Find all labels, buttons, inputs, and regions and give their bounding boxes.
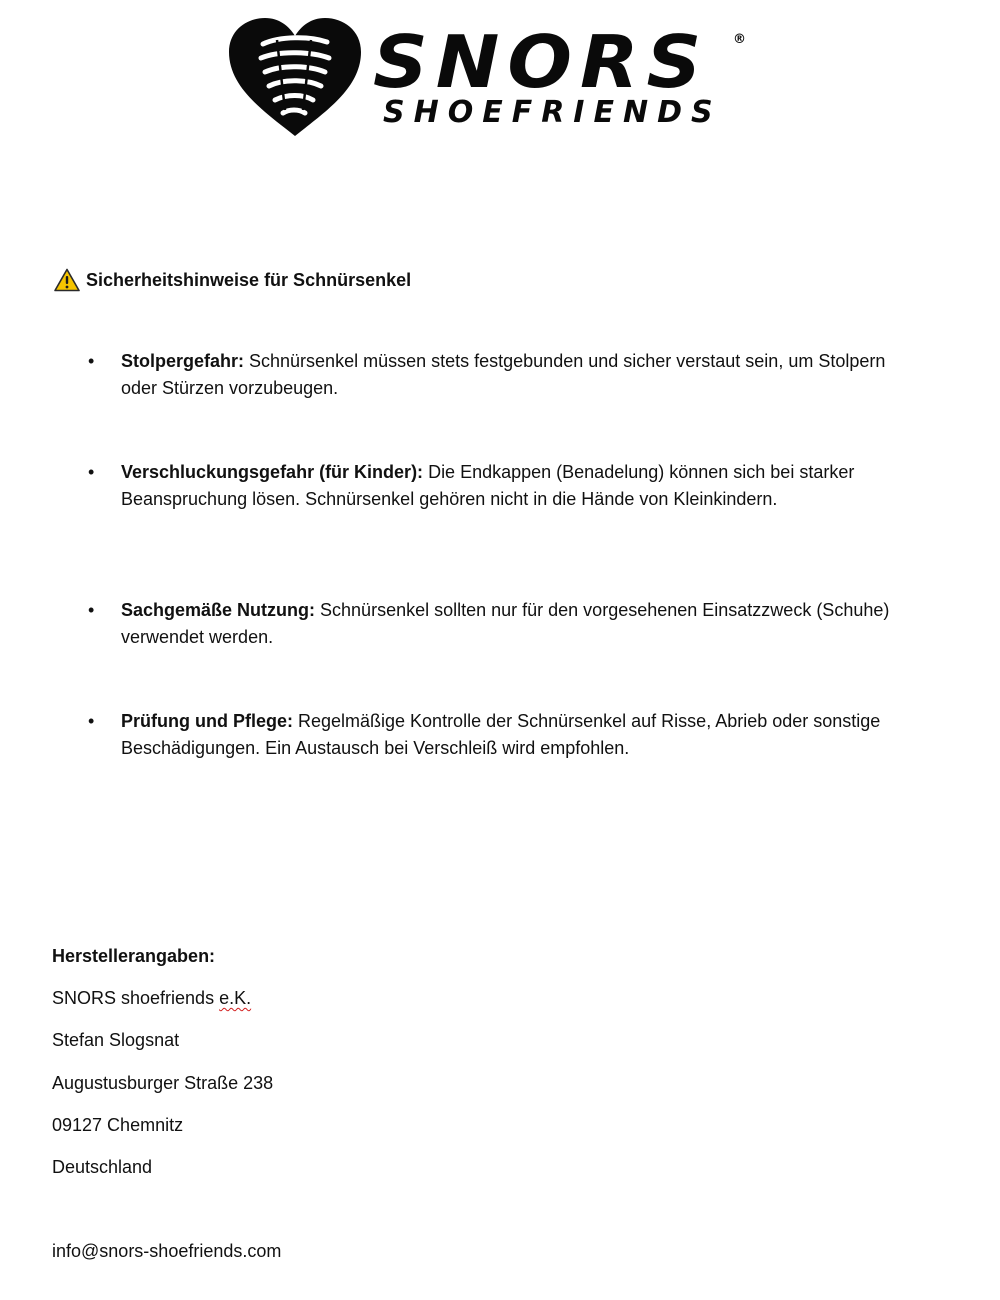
list-item [88, 459, 918, 513]
country: Deutschland [52, 1157, 153, 1177]
company-name [52, 988, 251, 1009]
brand-tagline: SHOEFRIENDS [383, 95, 722, 130]
registered-mark: ® [733, 32, 746, 47]
item-text: Die Endkappen (Benadelung) können sich bei starker Beanspruchung lösen. Schnürsenkel gehören nicht in die Hände von Kleinkindern. [121, 462, 855, 509]
bullet-dot: • [88, 711, 95, 731]
heart-laces-icon [225, 14, 365, 140]
company-suffix: e.K. [219, 988, 252, 1008]
brand-name: SNORS [373, 19, 710, 104]
item-label: Verschluckungsgefahr (für Kinder): [121, 462, 424, 482]
safety-heading [54, 268, 411, 292]
item-label: Sachgemäße Nutzung: [121, 600, 316, 620]
list-item [88, 708, 918, 762]
manufacturer-title: Herstellerangaben: [52, 946, 216, 966]
list-item [88, 597, 918, 651]
city-address: 09127 Chemnitz [52, 1115, 184, 1135]
company-name-text: SNORS shoefriends [52, 988, 220, 1008]
item-text: Schnürsenkel müssen stets festgebunden und sicher verstaut sein, um Stolpern oder Stürzen vorzubeugen. [121, 351, 886, 398]
item-label: Stolpergefahr: [121, 351, 245, 371]
email-address: info@snors-shoefriends.com [52, 1241, 282, 1261]
contact-person: Stefan Slogsnat [52, 1030, 180, 1050]
item-text: Regelmäßige Kontrolle der Schnürsenkel auf Risse, Abrieb oder sonstige Beschädigungen. Ein Austausch bei Verschleiß wird empfohlen. [121, 711, 881, 758]
warning-icon [54, 268, 80, 292]
street-address: Augustusburger Straße 238 [52, 1073, 274, 1093]
safety-heading-text: Sicherheitshinweise für Schnürsenkel [86, 269, 412, 290]
brand-logo [225, 14, 755, 140]
bullet-dot: • [88, 600, 95, 620]
bullet-dot: • [88, 462, 95, 482]
item-label: Prüfung und Pflege: [121, 711, 293, 731]
bullet-dot: • [88, 351, 95, 371]
item-text: Schnürsenkel sollten nur für den vorgesehenen Einsatzzweck (Schuhe) verwendet werden. [121, 600, 890, 647]
list-item [88, 348, 918, 402]
